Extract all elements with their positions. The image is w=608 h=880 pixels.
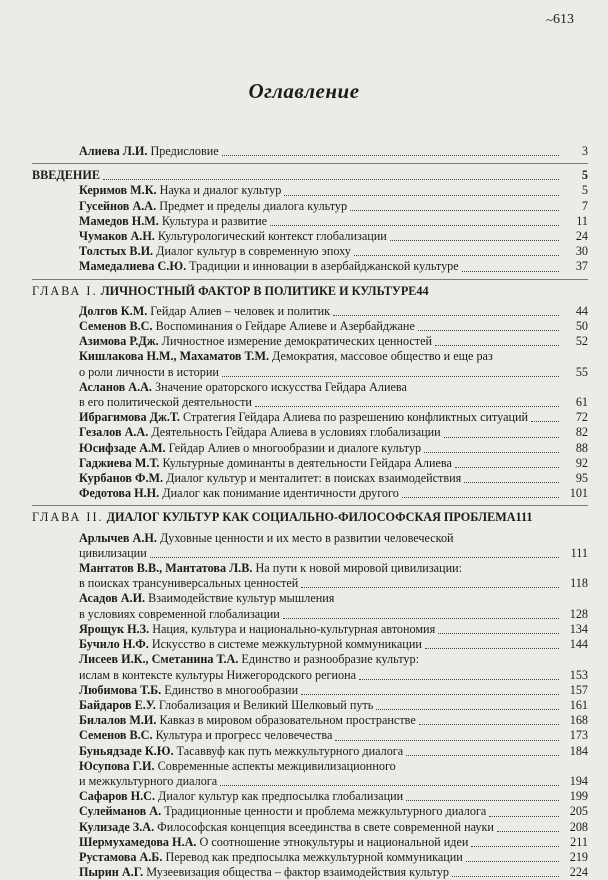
toc-entry[interactable] — [32, 637, 588, 652]
toc-author: Кулизаде З.А. — [79, 819, 155, 834]
toc-entry-title: Деятельность Гейдара Алиева в условиях глобализации — [151, 425, 441, 440]
leader-dots — [444, 427, 559, 438]
leader-dots — [283, 608, 559, 619]
toc-page: 128 — [569, 606, 588, 621]
toc-entry-title: На пути к новой мировой цивилизации: — [255, 561, 462, 576]
toc-author: Любимова Т.Б. — [79, 682, 162, 697]
toc-page: 24 — [575, 229, 588, 244]
leader-dots — [464, 472, 559, 483]
toc-entry-title: Значение ораторского искусства Гейдара Алиева — [155, 379, 407, 394]
toc-page: 50 — [575, 319, 588, 334]
toc-entry-text — [79, 410, 528, 425]
toc-entry[interactable] — [32, 244, 588, 259]
toc-author: Лисеев И.К., Сметанина Т.А. — [79, 652, 239, 667]
leader-dots — [489, 806, 559, 817]
toc-entry[interactable] — [32, 622, 588, 637]
toc-entry-title: Диалог культур как предпосылка глобализации — [158, 789, 404, 804]
leader-dots — [222, 366, 559, 377]
toc-page: 153 — [569, 667, 588, 682]
toc-entry-continuation: о роли личности в истории — [79, 364, 219, 379]
toc-page: 92 — [575, 455, 588, 470]
toc-entry-title: Тасаввуф как путь межкультурного диалога — [176, 743, 404, 758]
toc-entry-title: Культурные доминанты в деятельности Гейдара Алиева — [162, 455, 452, 470]
toc-title: Оглавление — [248, 79, 360, 103]
introduction-entries — [32, 183, 588, 274]
toc-entry-continuation: в поисках трансуниверсальных ценностей — [79, 576, 299, 591]
toc-author: Ибрагимова Дж.Т. — [79, 410, 180, 425]
toc-entry[interactable] — [32, 835, 588, 850]
leader-dots — [425, 638, 559, 649]
toc-page: 72 — [575, 410, 588, 425]
leader-dots — [419, 714, 559, 725]
toc-entry-title: Демократия, массовое общество и еще раз — [272, 349, 493, 364]
toc-page: 224 — [569, 865, 588, 880]
leader-dots — [335, 730, 559, 741]
toc-entry-text — [79, 789, 403, 804]
toc-entry-title: Гейдар Алиев – человек и политик — [150, 303, 331, 318]
toc-entry-title: Нация, культура и национально-культурная автономия — [152, 621, 436, 636]
toc-page: 55 — [575, 364, 588, 379]
leader-dots — [402, 487, 559, 498]
leader-dots — [301, 577, 559, 588]
leader-dots — [284, 185, 559, 196]
toc-entry[interactable] — [32, 259, 588, 274]
toc-entry[interactable] — [32, 744, 588, 759]
toc-entry-text — [79, 865, 449, 880]
toc-author: Алиева Л.И. — [79, 144, 148, 158]
toc-author: Мантатов В.В., Мантатова Л.В. — [79, 561, 253, 576]
toc-entry-title: Гейдар Алиев о многообразии и диалоге культур — [168, 440, 422, 455]
toc-page: 37 — [575, 259, 588, 274]
toc-page: 7 — [581, 198, 588, 213]
toc-page: 95 — [575, 471, 588, 486]
toc-page: 118 — [570, 576, 588, 591]
toc-page: 168 — [569, 713, 588, 728]
leader-dots — [435, 335, 559, 346]
toc-entry-text — [79, 637, 422, 652]
toc-entry[interactable] — [32, 804, 588, 819]
toc-entry[interactable] — [32, 410, 588, 425]
toc-author: Рустамова А.Б. — [79, 849, 163, 864]
ornament-icon: ~ — [545, 12, 551, 27]
leader-dots — [150, 547, 559, 558]
toc-author: Арлычев А.Н. — [79, 530, 157, 545]
toc-entry-title: Традиционные ценности и проблема межкультурного диалога — [164, 804, 487, 819]
toc-entry-first-line — [79, 591, 588, 606]
toc-entry[interactable] — [32, 865, 588, 880]
chapter-1-heading[interactable] — [32, 284, 588, 299]
toc-entry-text — [79, 199, 347, 214]
toc-entry[interactable] — [32, 698, 588, 713]
toc-page: 101 — [569, 486, 588, 501]
toc-entry[interactable] — [32, 183, 588, 198]
toc-page: 5 — [581, 183, 588, 198]
toc-entry-text — [79, 441, 421, 456]
toc-page: 184 — [569, 743, 588, 758]
leader-dots — [376, 699, 559, 710]
toc-page: 211 — [570, 834, 588, 849]
toc-entry-text — [79, 425, 441, 440]
toc-author: Гезалов А.А. — [79, 425, 149, 440]
leader-dots — [333, 305, 559, 316]
toc-entry-text — [79, 334, 432, 349]
toc-entry[interactable] — [32, 304, 588, 319]
toc-entry[interactable] — [32, 531, 588, 561]
leader-dots — [406, 745, 559, 756]
toc-entry-title: Культура и прогресс человечества — [155, 728, 333, 743]
leader-dots — [359, 669, 559, 680]
toc-entry-title: Перевод как предпосылка межкультурной коммуникации — [165, 849, 463, 864]
toc-author: Асадов А.И. — [79, 591, 146, 606]
toc-entry-text — [79, 804, 486, 819]
toc-entry-title: Современные аспекты межцивилизационного — [157, 758, 396, 773]
toc-entry-first-line — [79, 380, 588, 395]
toc-entry-last-line — [79, 576, 588, 591]
toc-entry[interactable] — [32, 214, 588, 229]
toc-entry-title: Единство и разнообразие культур: — [241, 652, 419, 667]
toc-entry-text — [79, 713, 416, 728]
toc-entry-title: Кавказ в мировом образовательном пространстве — [159, 713, 416, 728]
toc-entry-title: Взаимодействие культур мышления — [148, 591, 335, 606]
page-number — [546, 12, 574, 28]
leader-dots — [354, 245, 559, 256]
toc-entry-continuation: цивилизации — [79, 545, 147, 560]
leader-dots — [466, 851, 559, 862]
toc-entry-text — [79, 728, 332, 743]
toc-page: 30 — [575, 244, 588, 259]
toc-entry-continuation: ислам в контексте культуры Нижегородского региона — [79, 667, 357, 682]
toc-page: 199 — [569, 789, 588, 804]
toc-entry[interactable] — [32, 652, 588, 682]
toc-page: 194 — [569, 773, 588, 788]
toc-author: Бучило Н.Ф. — [79, 637, 149, 652]
toc-author: Толстых В.И. — [79, 244, 154, 259]
toc-entry[interactable] — [32, 456, 588, 471]
toc-page: 161 — [569, 697, 588, 712]
toc-entry-text — [79, 744, 403, 759]
toc-entry-first-line — [79, 652, 588, 667]
toc-entry-last-line — [79, 365, 588, 380]
table-of-contents — [32, 144, 588, 880]
toc-author: Пырин А.Г. — [79, 865, 144, 880]
leader-dots — [471, 836, 559, 847]
leader-dots — [455, 457, 559, 468]
toc-entry[interactable] — [32, 229, 588, 244]
leader-dots — [222, 145, 559, 156]
toc-author: Сулейманов А. — [79, 804, 162, 819]
toc-entry-title: Глобализация и Великий Шелковый путь — [158, 697, 374, 712]
toc-page: 111 — [570, 545, 588, 560]
toc-page: 134 — [569, 621, 588, 636]
divider — [32, 163, 588, 164]
toc-entry-title: Воспоминания о Гейдаре Алиеве и Азербайджане — [155, 319, 415, 334]
leader-dots — [350, 200, 559, 211]
toc-entry-text — [79, 259, 459, 274]
toc-author: Керимов М.К. — [79, 183, 157, 198]
toc-author: Гусейнов А.А. — [79, 198, 157, 213]
leader-dots — [390, 230, 559, 241]
toc-entry[interactable] — [32, 425, 588, 440]
toc-entry-title: Наука и диалог культур — [159, 183, 282, 198]
toc-entry[interactable] — [32, 561, 588, 591]
toc-entry-text — [79, 319, 415, 334]
chapter-page: 111 — [515, 510, 533, 525]
toc-entry-text — [79, 486, 399, 501]
toc-author: Буньядзаде К.Ю. — [79, 743, 174, 758]
chapter-2-entries — [32, 531, 588, 880]
toc-entry-text — [79, 471, 461, 486]
toc-author: Билалов М.И. — [79, 713, 157, 728]
toc-entry-last-line — [79, 668, 588, 683]
leader-dots — [497, 821, 559, 832]
toc-entry[interactable] — [32, 486, 588, 501]
toc-entry-text — [79, 229, 387, 244]
toc-entry-text — [79, 183, 281, 198]
divider — [32, 279, 588, 280]
toc-entry-last-line — [79, 607, 588, 622]
toc-entry-last-line — [79, 546, 588, 561]
toc-entry-title: Личностное измерение демократических ценностей — [161, 334, 433, 349]
toc-entry-title: Музеевизация общества – фактор взаимодействия культур — [146, 865, 450, 880]
toc-entry-text — [79, 698, 373, 713]
toc-entry[interactable] — [32, 319, 588, 334]
toc-entry[interactable] — [32, 789, 588, 804]
toc-entry-title: Философская концепция всеединства в свете современной науки — [157, 819, 494, 834]
toc-entry[interactable] — [32, 334, 588, 349]
divider — [32, 505, 588, 506]
toc-page: 219 — [569, 849, 588, 864]
chapter-heading-text — [32, 510, 516, 525]
toc-page: 52 — [575, 334, 588, 349]
toc-entry-first-line — [79, 349, 588, 364]
toc-author: Кишлакова Н.М., Махаматов Т.М. — [79, 349, 269, 364]
toc-entry[interactable] — [32, 820, 588, 835]
toc-entry-continuation: в его политической деятельности — [79, 395, 252, 410]
toc-entry-first-line — [79, 561, 588, 576]
toc-author: Чумаков А.Н. — [79, 229, 155, 244]
toc-entry-text — [79, 820, 494, 835]
toc-entry-first-line — [79, 759, 588, 774]
toc-entry[interactable] — [32, 144, 588, 159]
leader-dots — [270, 215, 559, 226]
toc-entry[interactable] — [32, 759, 588, 789]
chapter-label: ГЛАВА II. — [32, 510, 104, 525]
toc-author: Долгов К.М. — [79, 303, 148, 318]
toc-entry-title: Стратегия Гейдара Алиева по разрешению конфликтных ситуаций — [182, 410, 529, 425]
toc-page: 44 — [575, 303, 588, 318]
toc-author: Мамедов Н.М. — [79, 213, 159, 228]
toc-author: Семенов В.С. — [79, 728, 153, 743]
toc-entry-first-line — [79, 531, 588, 546]
toc-entry-title: Диалог культур и менталитет: в поисках взаимодействия — [166, 471, 462, 486]
chapter-2-heading[interactable] — [32, 510, 588, 525]
toc-entry[interactable] — [32, 471, 588, 486]
toc-page: 205 — [569, 804, 588, 819]
toc-author: Юсупова Г.И. — [79, 758, 155, 773]
toc-entry-text — [79, 214, 267, 229]
toc-entry-title: Традиции и инновации в азербайджанской культуре — [189, 259, 459, 274]
toc-entry[interactable] — [32, 713, 588, 728]
leader-dots — [220, 775, 559, 786]
toc-entry-title: Духовные ценности и их место в развитии человеческой — [159, 530, 454, 545]
chapter-title: ЛИЧНОСТНЫЙ ФАКТОР В ПОЛИТИКЕ И КУЛЬТУРЕ — [100, 283, 417, 298]
toc-entry-text — [79, 835, 468, 850]
section-page: 5 — [581, 168, 588, 183]
toc-entry-text — [79, 850, 463, 865]
section-heading: ВВЕДЕНИЕ — [32, 168, 100, 183]
toc-author: Шермухамедова Н.А. — [79, 834, 197, 849]
leader-dots — [531, 411, 559, 422]
toc-entry[interactable] — [32, 441, 588, 456]
toc-entry-title: Культура и развитие — [161, 213, 268, 228]
toc-author: Байдаров Е.У. — [79, 697, 156, 712]
leader-dots — [301, 684, 559, 695]
leader-dots — [438, 623, 559, 634]
leader-dots — [406, 790, 559, 801]
toc-entry-text — [79, 144, 219, 159]
toc-entry[interactable] — [32, 349, 588, 379]
toc-entry-continuation: и межкультурного диалога — [79, 773, 218, 788]
toc-page: 61 — [575, 395, 588, 410]
toc-entry[interactable] — [32, 380, 588, 410]
toc-page: 173 — [569, 728, 588, 743]
toc-author: Федотова Н.Н. — [79, 486, 160, 501]
chapter-label: ГЛАВА I. — [32, 283, 98, 298]
toc-entry-text — [79, 304, 330, 319]
toc-entry-last-line — [79, 774, 588, 789]
toc-author: Мамедалиева С.Ю. — [79, 259, 187, 274]
toc-entry[interactable] — [32, 850, 588, 865]
toc-entry-last-line — [79, 395, 588, 410]
toc-entry-title: Диалог как понимание идентичности другого — [162, 486, 399, 501]
toc-entry[interactable] — [32, 199, 588, 214]
toc-author: Семенов В.С. — [79, 319, 153, 334]
toc-entry-text — [79, 456, 452, 471]
toc-page: 11 — [576, 213, 588, 228]
toc-author: Юсифзаде А.М. — [79, 440, 166, 455]
leader-dots — [462, 261, 559, 272]
toc-entry-text — [79, 683, 298, 698]
toc-author: Асланов А.А. — [79, 379, 152, 394]
leader-dots — [255, 396, 559, 407]
toc-page: 88 — [575, 440, 588, 455]
toc-entry-continuation: в условиях современной глобализации — [79, 606, 280, 621]
toc-entry-title: Предмет и пределы диалога культур — [159, 198, 348, 213]
toc-entry-title: Единство в многообразии — [164, 682, 299, 697]
leader-dots — [452, 866, 559, 877]
leader-dots — [103, 169, 559, 180]
toc-entry-title: Культурологический контекст глобализации — [157, 229, 387, 244]
toc-entry-title: Диалог культур в современную эпоху — [156, 244, 351, 259]
toc-author: Курбанов Ф.М. — [79, 471, 164, 486]
page-number-value: 613 — [553, 12, 574, 27]
toc-entry-text — [79, 244, 351, 259]
toc-author: Гаджиева М.Т. — [79, 455, 160, 470]
toc-entry-title: Предисловие — [150, 144, 219, 158]
chapter-page: 44 — [416, 283, 429, 298]
leader-dots — [418, 320, 559, 331]
chapter-1-entries — [32, 304, 588, 502]
toc-entry-title: Искусство в системе межкультурной коммуникации — [151, 637, 422, 652]
chapter-heading-text — [32, 284, 416, 299]
toc-entry-text — [79, 622, 435, 637]
toc-page: 3 — [581, 144, 588, 158]
toc-page: 82 — [575, 425, 588, 440]
chapter-title: ДИАЛОГ КУЛЬТУР КАК СОЦИАЛЬНО-ФИЛОСОФСКАЯ ПРОБЛЕМА — [106, 510, 516, 525]
toc-page: 157 — [569, 682, 588, 697]
toc-entry[interactable] — [32, 591, 588, 621]
leader-dots — [424, 442, 559, 453]
toc-author: Сафаров Н.С. — [79, 789, 155, 804]
toc-entry[interactable] — [32, 728, 588, 743]
section-introduction[interactable] — [32, 168, 588, 183]
toc-entry-title: О соотношение этнокультуры и национальной идеи — [199, 834, 469, 849]
toc-page: 208 — [569, 819, 588, 834]
toc-entry[interactable] — [32, 683, 588, 698]
toc-page: 144 — [569, 637, 588, 652]
toc-author: Азимова Р.Дж. — [79, 334, 159, 349]
toc-author: Ярощук Н.З. — [79, 621, 150, 636]
